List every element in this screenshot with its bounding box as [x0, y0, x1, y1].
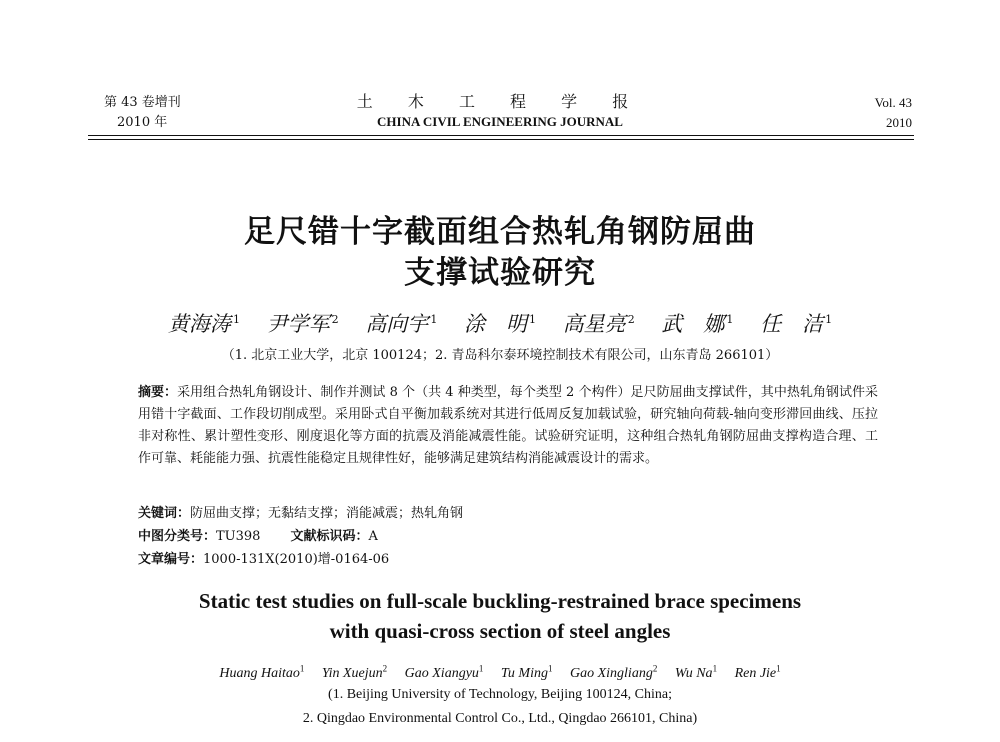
header-vol-en — [875, 93, 912, 133]
author-en: Huang Haitao$^1$ — [219, 663, 305, 681]
affiliation-en — [0, 683, 1000, 731]
author-cn: 尹学军 $^2$ — [266, 312, 339, 336]
header-vol-number: Vol. 43 — [874, 95, 912, 110]
paper-title-cn — [0, 212, 1000, 294]
header-divider-bottom — [88, 139, 914, 140]
author-en: Wu Na$^1$ — [674, 663, 718, 681]
paper-title-en — [0, 586, 1000, 646]
header-divider-top — [88, 135, 914, 136]
abstract-text: 采用组合热轧角钢设计、制作并测试 8 个（共 4 种类型，每个类型 2 个构件）足尺防屈曲支撑试件，其中热轧角钢试件采用错十字截面、工作段切削成型。采用卧式自平衡加载系统对其进行低周反复加载试验，研究轴向荷载-轴向变形滞回曲线、压拉非对称性、累计塑性变形、刚度退化等方面的抗震及消能减震性能。试验研究证明，这种组合热轧角钢防屈曲支撑构造合理、工作可靠、耗能能力强、抗震性能稳定且规律性好，能够满足建筑结构消能减震设计的需求。 — [138, 385, 878, 466]
journal-name-en: CHINA CIVIL ENGINEERING JOURNAL — [377, 114, 623, 129]
article-number-value: 1000-131X(2010)增-0164-06 — [203, 552, 390, 567]
clc-label: 中图分类号： — [138, 529, 217, 544]
author-en: Ren Jie$^1$ — [734, 663, 781, 681]
author-en: Gao Xiangyu$^1$ — [404, 663, 484, 681]
author-cn: 黄海涛 $^1$ — [167, 312, 240, 336]
header-volume-info — [104, 93, 181, 133]
keywords-text: 防屈曲支撑；无黏结支撑；消能减震；热轧角钢 — [190, 506, 464, 521]
article-number-label: 文章编号： — [138, 552, 204, 567]
abstract-cn — [138, 382, 878, 470]
paper-title-cn-line2: 支撑试验研究 — [404, 255, 596, 291]
affiliation-en-line2: 2. Qingdao Environmental Control Co., Ltd., Qingdao 266101, China) — [302, 711, 698, 726]
header-year: 2010 年 — [117, 115, 168, 130]
paper-title-en-line1: Static test studies on full-scale buckling-restrained brace specimens — [198, 589, 802, 613]
doc-code-value: A — [368, 529, 378, 544]
affiliation-cn: （1. 北京工业大学，北京 100124；2. 青岛科尔泰环境控制技术有限公司，山东青岛 266101） — [221, 348, 779, 363]
abstract-label: 摘要： — [138, 385, 178, 400]
article-number-line — [138, 550, 878, 570]
journal-name-cn: 土 木 工 程 学 报 — [356, 92, 644, 111]
paper-title-en-line2: with quasi-cross section of steel angles — [329, 619, 671, 643]
paper-title-cn-line1: 足尺错十字截面组合热轧角钢防屈曲 — [244, 214, 756, 250]
author-cn: 高星亮 $^2$ — [562, 312, 635, 336]
header-vol-year: 2010 — [886, 115, 912, 130]
author-cn: 任 洁 $^1$ — [760, 312, 833, 336]
keywords-cn — [138, 504, 878, 524]
header-volume: 第 43 卷增刊 — [104, 95, 181, 110]
author-cn: 高向宇 $^1$ — [365, 312, 438, 336]
author-en: Tu Ming$^1$ — [500, 663, 553, 681]
author-list-en — [0, 658, 1000, 684]
header-journal-name — [250, 92, 750, 132]
author-cn: 涂 明 $^1$ — [464, 312, 536, 336]
author-en: Gao Xingliang$^2$ — [569, 663, 658, 681]
classification-line — [138, 527, 878, 547]
keywords-label: 关键词： — [138, 506, 191, 521]
author-cn: 武 娜 $^1$ — [661, 312, 734, 336]
affiliation-en-line1: (1. Beijing University of Technology, Beijing 100124, China; — [328, 687, 672, 702]
author-list-cn — [0, 305, 1000, 339]
clc-value: TU398 — [216, 529, 261, 544]
doc-code-label: 文献标识码： — [290, 529, 369, 544]
author-en: Yin Xuejun$^2$ — [321, 663, 388, 681]
